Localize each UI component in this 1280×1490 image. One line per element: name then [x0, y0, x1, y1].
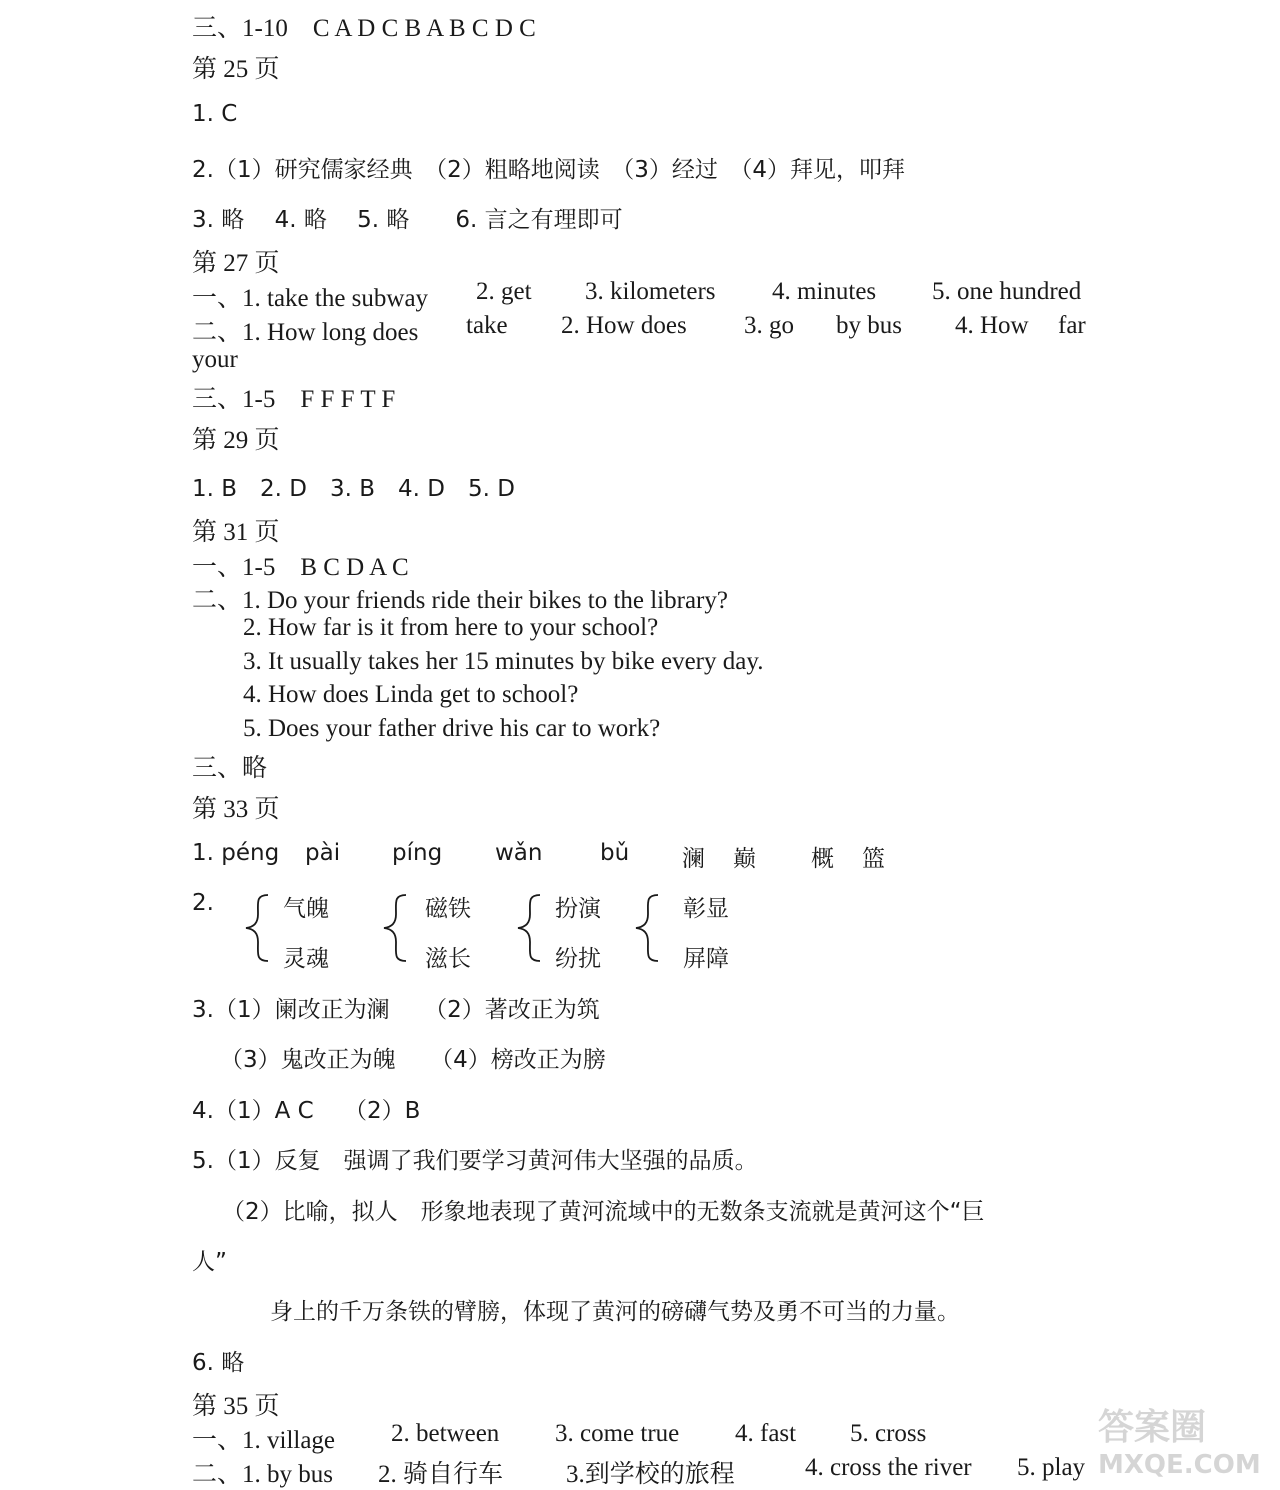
pinyin-line — [0, 840, 1280, 870]
page-heading-25: 第 25 页 — [192, 56, 280, 83]
watermark-bottom-text: MXQE.COM — [1098, 1450, 1261, 1480]
answer-line: 4.（1）A C （2）B — [192, 1098, 421, 1124]
word-top: 彰显 — [683, 896, 729, 922]
answer-item: 4. How — [955, 312, 1029, 339]
answer-line: 1. C — [192, 101, 238, 127]
answer-line: 一、1-5 B C D A C — [192, 554, 409, 581]
answer-item: 一、1. village — [192, 1427, 336, 1454]
section-3-answers-1-10: 三、1-10 C A D C B A B C D C — [192, 15, 536, 42]
answer-item: wǎn — [495, 840, 543, 866]
page-heading-27: 第 27 页 — [192, 250, 280, 277]
answer-line: 2. How far is it from here to your school? — [243, 614, 659, 641]
page-heading-33: 第 33 页 — [192, 796, 280, 823]
answer-line: 1. B 2. D 3. B 4. D 5. D — [192, 476, 515, 502]
answer-item: 3. kilometers — [585, 278, 716, 305]
watermark-logo — [1096, 1399, 1266, 1481]
word-bottom: 灵魂 — [283, 946, 329, 972]
answer-line: 5. Does your father drive his car to work? — [243, 715, 661, 742]
answer-line: 4. How does Linda get to school? — [243, 681, 579, 708]
answer-item: pài — [305, 840, 341, 866]
word-bottom: 屏障 — [683, 946, 729, 972]
item-number: 2. — [192, 890, 214, 916]
answer-line: 身上的千万条铁的臂膀，体现了黄河的磅礴气势及勇不可当的力量。 — [270, 1299, 960, 1325]
answer-item: 3.到学校的旅程 — [566, 1461, 735, 1488]
word-top: 磁铁 — [425, 896, 471, 922]
brace-icon — [242, 892, 272, 964]
answer-line-spaced — [0, 278, 1280, 312]
answer-item: 3. go — [744, 312, 794, 339]
answer-item: 篮 — [862, 846, 885, 872]
answer-item: bǔ — [600, 840, 630, 866]
answer-item: 一、1. take the subway — [192, 285, 429, 312]
brace-icon — [632, 892, 662, 964]
answer-item: 5. cross — [850, 1420, 927, 1447]
answer-line-spaced — [0, 1420, 1280, 1454]
answer-line-spaced — [0, 312, 1280, 346]
answer-item: 概 — [811, 846, 834, 872]
answer-line: 2.（1）研究儒家经典 （2）粗略地阅读 （3）经过 （4）拜见，叩拜 — [192, 157, 905, 183]
answer-line: 人” — [192, 1249, 227, 1275]
answer-item: píng — [392, 840, 443, 866]
answer-item: far — [1058, 312, 1086, 339]
answer-item: 二、1. How long does — [192, 319, 419, 346]
answer-line: 3. It usually takes her 15 minutes by bike every day. — [243, 648, 764, 675]
word-top: 气魄 — [283, 896, 329, 922]
answer-line: （3）鬼改正为魄 （4）榜改正为膀 — [220, 1047, 606, 1073]
answer-line: 3. 略 4. 略 5. 略 6. 言之有理即可 — [192, 207, 623, 233]
answer-item: 二、1. by bus — [192, 1461, 333, 1488]
answer-line: 三、略 — [192, 755, 268, 782]
word-groups — [0, 890, 1280, 970]
answer-line-spaced — [0, 1454, 1280, 1488]
answer-line: 二、1. Do your friends ride their bikes to the library? — [192, 587, 728, 614]
word-bottom: 滋长 — [425, 946, 471, 972]
page-heading-29: 第 29 页 — [192, 427, 280, 454]
answer-line: 三、1-5 F F F T F — [192, 386, 396, 413]
answer-line: 3.（1）阑改正为澜 （2）著改正为筑 — [192, 997, 600, 1023]
answer-item: 4. fast — [735, 1420, 797, 1447]
answer-item: 2. between — [391, 1420, 500, 1447]
answer-item: 2. 骑自行车 — [378, 1461, 504, 1488]
answer-item: take — [466, 312, 508, 339]
watermark-top-text: 答案圈 — [1098, 1407, 1207, 1448]
answer-line: 6. 略 — [192, 1350, 245, 1376]
answer-item: 巅 — [733, 846, 756, 872]
answer-line: （2）比喻，拟人 形象地表现了黄河流域中的无数条支流就是黄河这个“巨 — [222, 1199, 985, 1225]
answer-item: 4. minutes — [772, 278, 877, 305]
word-bottom: 纷扰 — [555, 946, 601, 972]
answer-item: 2. How does — [561, 312, 687, 339]
answer-line: 5.（1）反复 强调了我们要学习黄河伟大坚强的品质。 — [192, 1148, 758, 1174]
answer-item: 1. péng — [192, 840, 280, 866]
answer-line: your — [192, 346, 238, 373]
answer-item: 澜 — [682, 846, 705, 872]
page-heading-31: 第 31 页 — [192, 519, 280, 546]
answer-item: 4. cross the river — [805, 1454, 972, 1481]
answer-item: 2. get — [476, 278, 532, 305]
answer-item: 3. come true — [555, 1420, 680, 1447]
answer-item: by bus — [836, 312, 902, 339]
answer-item: 5. play — [1017, 1454, 1086, 1481]
answer-item: 5. one hundred — [932, 278, 1082, 305]
page-heading-35: 第 35 页 — [192, 1393, 280, 1420]
word-top: 扮演 — [555, 896, 601, 922]
brace-icon — [380, 892, 410, 964]
brace-icon — [514, 892, 544, 964]
